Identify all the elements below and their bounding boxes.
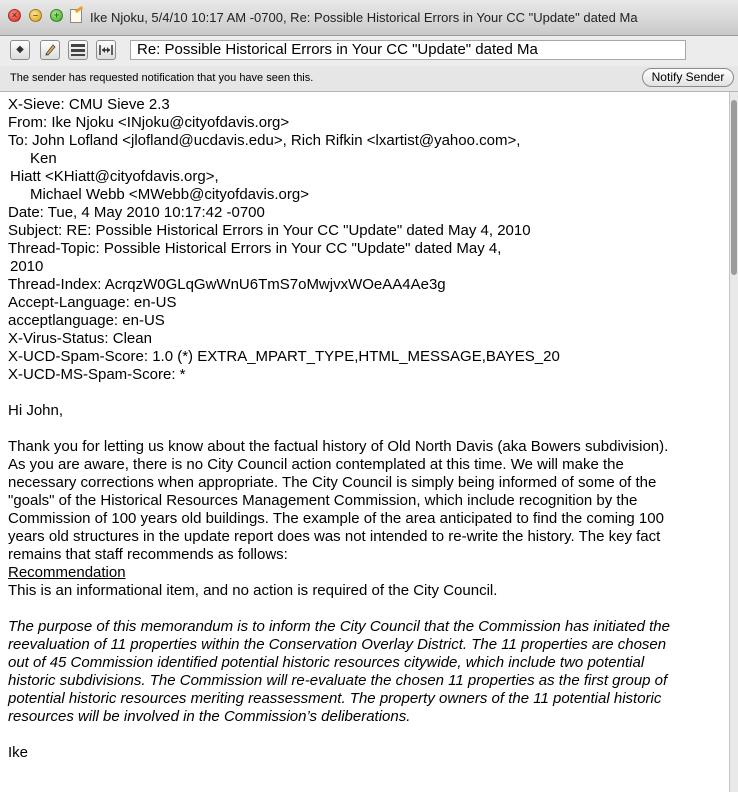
document-edit-icon: [70, 9, 82, 23]
expand-width-icon: [99, 43, 113, 57]
zoom-button[interactable]: [50, 9, 63, 22]
minimize-button[interactable]: [29, 9, 42, 22]
text-line: Commission of 100 years old buildings. The example of the area anticipated to find the coming 100: [8, 510, 664, 527]
close-icon: ×: [11, 10, 18, 20]
text-line: necessary corrections when appropriate. The City Council is simply being informed of some of the: [8, 474, 657, 491]
text-line: historic subdivisions. The Commission will re-evaluate the chosen 11 properties as the first group of: [8, 672, 668, 689]
paragraph-2: [8, 618, 729, 726]
blah-icon: [70, 42, 86, 58]
text-line: As you are aware, there is no City Council action contemplated at this time. We will make the: [8, 456, 624, 473]
vertical-scrollbar[interactable]: [729, 92, 738, 792]
read-receipt-bar: [0, 66, 738, 92]
header-line: To: John Lofland <jlofland@ucdavis.edu>, Rich Rifkin <lxartist@yahoo.com>,: [8, 132, 521, 149]
close-button[interactable]: [8, 9, 21, 22]
recommendation-heading: Recommendation: [8, 564, 126, 581]
header-line: Michael Webb <MWebb@cityofdavis.org>: [30, 186, 309, 203]
text-line: reevaluation of 11 properties within the Conservation Overlay District. The 11 properties are chosen: [8, 636, 667, 653]
zoom-icon: +: [53, 10, 60, 20]
text-line: out of 45 Commission identified potential historic resources citywide, which include two potential: [8, 654, 645, 671]
header-line: 2010: [10, 258, 44, 275]
paragraph-1: [8, 438, 729, 564]
text-line: "goals" of the Historical Resources Management Commission, which include recognition by the: [8, 492, 638, 509]
text-line: years old structures in the update report does was not intended to re-write the history. The key fact: [8, 528, 661, 545]
flag-icon: ◆: [16, 44, 24, 55]
recommendation-text: This is an informational item, and no action is required of the City Council.: [8, 582, 498, 599]
header-line: acceptlanguage: en-US: [8, 312, 165, 329]
text-line: resources will be involved in the Commission’s deliberations.: [8, 708, 411, 725]
text-line: The purpose of this memorandum is to inform the City Council that the Commission has initiated the: [8, 618, 670, 635]
notify-sender-button[interactable]: Notify Sender: [642, 68, 734, 87]
header-line: X-Virus-Status: Clean: [8, 330, 152, 347]
header-line: X-UCD-MS-Spam-Score: *: [8, 366, 186, 383]
header-line: Ken: [30, 150, 57, 167]
flag-button[interactable]: [10, 40, 30, 60]
window-controls: [8, 9, 63, 22]
header-line: Accept-Language: en-US: [8, 294, 177, 311]
scrollbar-thumb[interactable]: [731, 100, 737, 275]
greeting: Hi John,: [8, 402, 64, 419]
edit-button[interactable]: [40, 40, 60, 60]
text-line: remains that staff recommends as follows:: [8, 546, 288, 563]
text-line: potential historic resources meriting reassessment. The property owners of the 11 potential historic: [8, 690, 662, 707]
expand-width-button[interactable]: [96, 40, 116, 60]
header-line: Hiatt <KHiatt@cityofdavis.org>,: [10, 168, 219, 185]
header-line: Date: Tue, 4 May 2010 10:17:42 -0700: [8, 204, 265, 221]
signature: Ike: [8, 744, 29, 761]
message-headers: [8, 96, 729, 384]
window-title: Ike Njoku, 5/4/10 10:17 AM -0700, Re: Possible Historical Errors in Your CC "Update" dated Ma: [90, 10, 638, 25]
text-line: Thank you for letting us know about the factual history of Old North Davis (aka Bowers subdivision).: [8, 438, 669, 455]
edit-icon: [43, 43, 57, 57]
read-receipt-message: The sender has requested notification that you have seen this.: [10, 72, 314, 84]
message-body[interactable]: [0, 92, 729, 792]
header-line: Thread-Topic: Possible Historical Errors in Your CC "Update" dated May 4,: [8, 240, 502, 257]
header-line: X-UCD-Spam-Score: 1.0 (*) EXTRA_MPART_TYPE,HTML_MESSAGE,BAYES_20: [8, 348, 560, 365]
subject-field[interactable]: Re: Possible Historical Errors in Your CC "Update" dated Ma: [130, 40, 686, 60]
header-line: Subject: RE: Possible Historical Errors in Your CC "Update" dated May 4, 2010: [8, 222, 531, 239]
header-line: From: Ike Njoku <INjoku@cityofdavis.org>: [8, 114, 290, 131]
title-bar: [0, 0, 738, 36]
header-line: Thread-Index: AcrqzW0GLqGwWnU6TmS7oMwjvxWOeAA4Ae3g: [8, 276, 446, 293]
header-line: X-Sieve: CMU Sieve 2.3: [8, 96, 170, 113]
blah-button[interactable]: [68, 40, 88, 60]
minimize-icon: –: [32, 10, 38, 20]
